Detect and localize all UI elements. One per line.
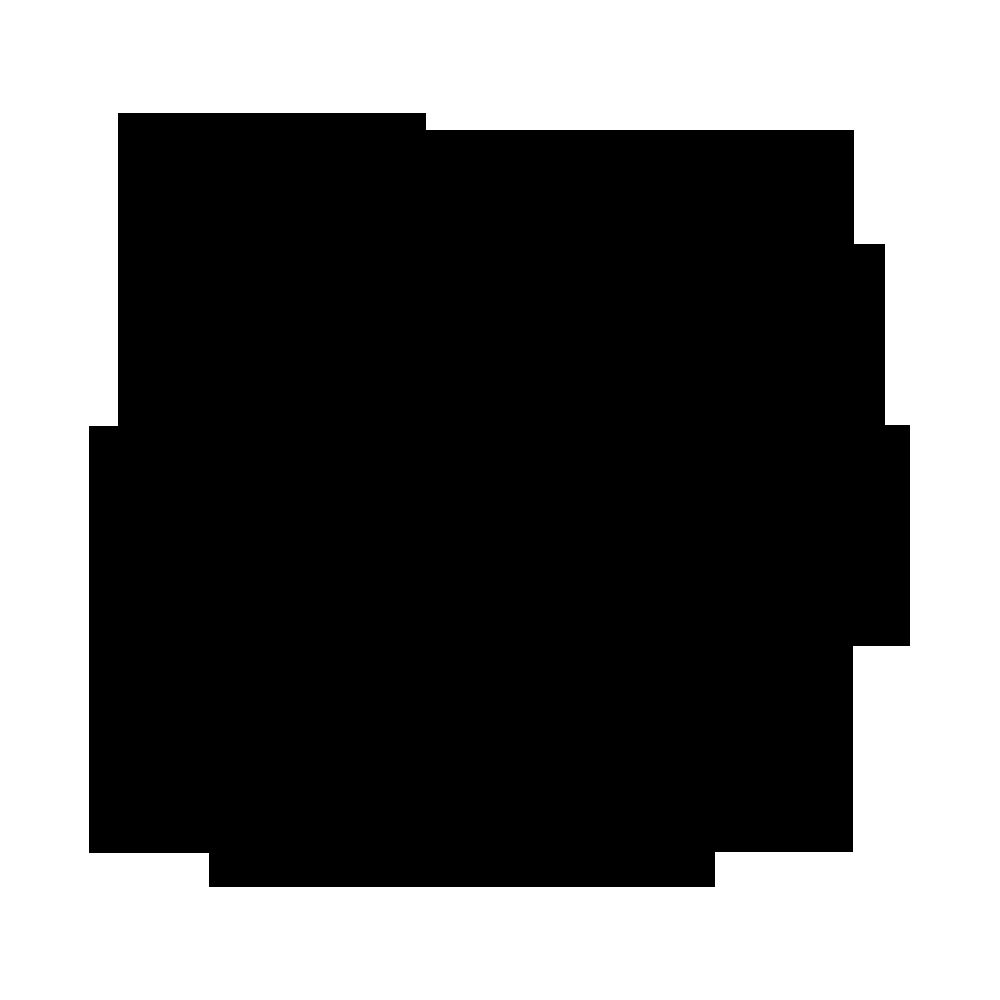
black-silhouette-shape xyxy=(89,113,910,887)
